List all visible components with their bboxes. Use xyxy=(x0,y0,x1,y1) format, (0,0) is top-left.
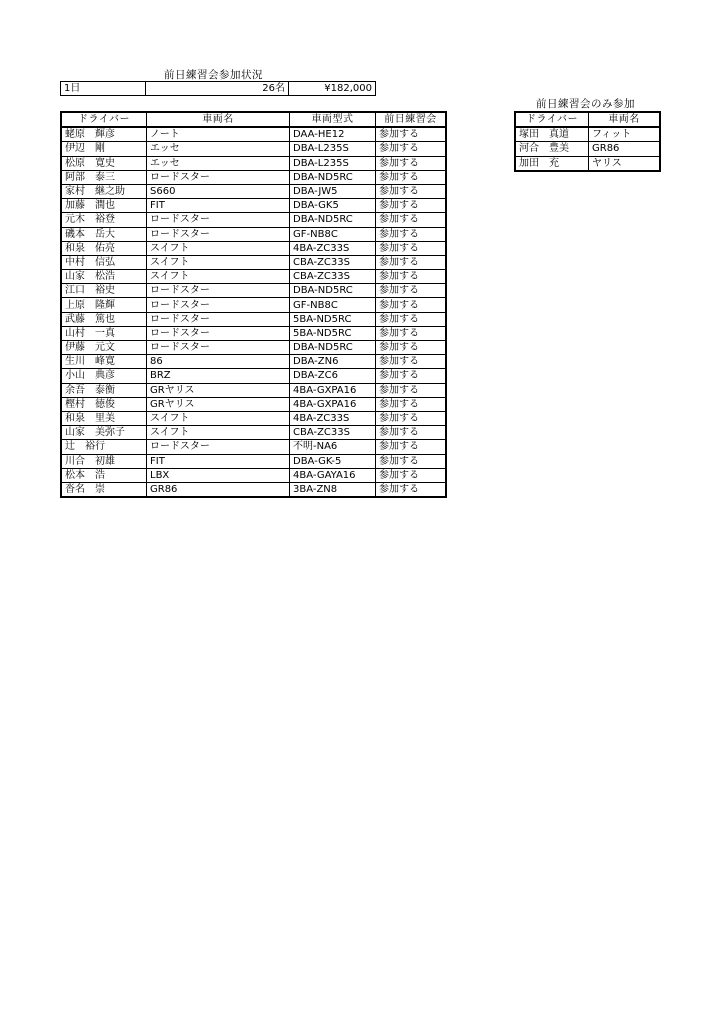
header-driver: ドライバー xyxy=(61,112,147,127)
participants-header-row xyxy=(61,112,446,127)
cell-car-model: CBA-ZC33S xyxy=(290,426,376,440)
cell-car-name: ロードスター xyxy=(147,312,290,326)
cell-car-name: ロードスター xyxy=(147,213,290,227)
cell-driver: 伊辺 剛 xyxy=(61,142,147,156)
side-cell-car-name: ヤリス xyxy=(589,156,661,171)
cell-car-name: ロードスター xyxy=(147,298,290,312)
cell-driver: 辻 裕行 xyxy=(61,440,147,454)
table-row xyxy=(61,369,446,383)
cell-driver: 伊藤 元文 xyxy=(61,341,147,355)
table-row xyxy=(61,213,446,227)
cell-car-name: GRヤリス xyxy=(147,397,290,411)
cell-car-model: DBA-L235S xyxy=(290,156,376,170)
cell-car-model: 不明-NA6 xyxy=(290,440,376,454)
table-row xyxy=(61,312,446,326)
cell-car-name: スイフト xyxy=(147,411,290,425)
cell-car-model: 4BA-ZC33S xyxy=(290,411,376,425)
table-row xyxy=(61,284,446,298)
side-title: 前日練習会のみ参加 xyxy=(536,98,635,110)
cell-practice: 参加する xyxy=(376,284,447,298)
cell-car-model: 5BA-ND5RC xyxy=(290,326,376,340)
cell-car-model: GF-NB8C xyxy=(290,298,376,312)
table-row xyxy=(61,326,446,340)
cell-car-name: GRヤリス xyxy=(147,383,290,397)
cell-practice: 参加する xyxy=(376,468,447,482)
table-row xyxy=(61,241,446,255)
side-cell-car-name: GR86 xyxy=(589,142,661,156)
side-cell-driver: 塚田 真道 xyxy=(515,127,589,142)
cell-car-name: FIT xyxy=(147,454,290,468)
cell-practice: 参加する xyxy=(376,298,447,312)
cell-car-name: FIT xyxy=(147,199,290,213)
side-header-car-name: 車両名 xyxy=(589,112,661,127)
cell-car-name: LBX xyxy=(147,468,290,482)
table-row xyxy=(61,355,446,369)
cell-car-name: GR86 xyxy=(147,482,290,497)
cell-practice: 参加する xyxy=(376,411,447,425)
table-row xyxy=(61,184,446,198)
side-cell-car-name: フィット xyxy=(589,127,661,142)
cell-car-model: 4BA-GXPA16 xyxy=(290,397,376,411)
cell-driver: 沓名 崇 xyxy=(61,482,147,497)
cell-car-name: スイフト xyxy=(147,241,290,255)
side-header-driver: ドライバー xyxy=(515,112,589,127)
table-row xyxy=(61,440,446,454)
table-row xyxy=(61,156,446,170)
cell-car-model: DAA-HE12 xyxy=(290,127,376,142)
header-practice: 前日練習会 xyxy=(376,112,447,127)
cell-driver: 山村 一真 xyxy=(61,326,147,340)
cell-car-model: DBA-ND5RC xyxy=(290,284,376,298)
cell-car-name: ロードスター xyxy=(147,170,290,184)
cell-car-name: スイフト xyxy=(147,426,290,440)
cell-driver: 小山 典彦 xyxy=(61,369,147,383)
table-row xyxy=(61,397,446,411)
cell-practice: 参加する xyxy=(376,156,447,170)
cell-practice: 参加する xyxy=(376,397,447,411)
cell-practice: 参加する xyxy=(376,227,447,241)
cell-driver: 生川 峰寛 xyxy=(61,355,147,369)
practice-only-table xyxy=(514,111,661,172)
cell-practice: 参加する xyxy=(376,312,447,326)
page-title: 前日練習会参加状況 xyxy=(164,69,263,81)
table-row xyxy=(61,270,446,284)
cell-driver: 加藤 潤也 xyxy=(61,199,147,213)
table-row xyxy=(61,426,446,440)
cell-car-name: ロードスター xyxy=(147,440,290,454)
table-row xyxy=(61,482,446,497)
cell-car-name: エッセ xyxy=(147,142,290,156)
cell-car-model: DBA-ZN6 xyxy=(290,355,376,369)
cell-practice: 参加する xyxy=(376,369,447,383)
cell-car-model: 4BA-GAYA16 xyxy=(290,468,376,482)
table-row xyxy=(61,298,446,312)
table-row xyxy=(61,383,446,397)
table-row xyxy=(515,127,660,142)
cell-driver: 元木 裕登 xyxy=(61,213,147,227)
side-cell-driver: 加田 充 xyxy=(515,156,589,171)
practice-only-header-row xyxy=(515,112,660,127)
cell-practice: 参加する xyxy=(376,454,447,468)
cell-practice: 参加する xyxy=(376,170,447,184)
summary-table xyxy=(60,81,376,96)
cell-car-name: エッセ xyxy=(147,156,290,170)
cell-practice: 参加する xyxy=(376,270,447,284)
table-row xyxy=(61,468,446,482)
cell-car-name: ロードスター xyxy=(147,326,290,340)
cell-car-name: スイフト xyxy=(147,270,290,284)
cell-driver: 江口 裕史 xyxy=(61,284,147,298)
cell-car-model: DBA-GK-5 xyxy=(290,454,376,468)
table-row xyxy=(61,227,446,241)
cell-car-name: ノート xyxy=(147,127,290,142)
summary-day: 1日 xyxy=(61,82,146,96)
cell-car-model: DBA-ND5RC xyxy=(290,341,376,355)
cell-practice: 参加する xyxy=(376,184,447,198)
side-cell-driver: 河合 豊美 xyxy=(515,142,589,156)
cell-practice: 参加する xyxy=(376,482,447,497)
cell-driver: 山家 松浩 xyxy=(61,270,147,284)
cell-driver: 和泉 佑亮 xyxy=(61,241,147,255)
participants-table xyxy=(60,111,447,498)
cell-car-name: 86 xyxy=(147,355,290,369)
cell-driver: 磯本 岳大 xyxy=(61,227,147,241)
cell-practice: 参加する xyxy=(376,383,447,397)
cell-practice: 参加する xyxy=(376,213,447,227)
cell-practice: 参加する xyxy=(376,440,447,454)
table-row xyxy=(61,127,446,142)
cell-car-name: ロードスター xyxy=(147,284,290,298)
cell-driver: 阿部 泰三 xyxy=(61,170,147,184)
cell-car-name: S660 xyxy=(147,184,290,198)
cell-driver: 松原 寛史 xyxy=(61,156,147,170)
cell-practice: 参加する xyxy=(376,241,447,255)
cell-practice: 参加する xyxy=(376,355,447,369)
cell-car-model: 4BA-ZC33S xyxy=(290,241,376,255)
cell-car-model: CBA-ZC33S xyxy=(290,255,376,269)
table-row xyxy=(61,454,446,468)
table-row xyxy=(515,156,660,171)
summary-total: ¥182,000 xyxy=(289,82,376,96)
table-row xyxy=(515,142,660,156)
cell-driver: 和泉 里美 xyxy=(61,411,147,425)
cell-practice: 参加する xyxy=(376,142,447,156)
cell-driver: 武藤 篤也 xyxy=(61,312,147,326)
cell-car-name: ロードスター xyxy=(147,227,290,241)
cell-car-model: DBA-L235S xyxy=(290,142,376,156)
cell-driver: 家村 継之助 xyxy=(61,184,147,198)
cell-car-model: DBA-GK5 xyxy=(290,199,376,213)
cell-car-model: CBA-ZC33S xyxy=(290,270,376,284)
header-car-name: 車両名 xyxy=(147,112,290,127)
table-row xyxy=(61,411,446,425)
table-row xyxy=(61,142,446,156)
cell-car-model: DBA-ND5RC xyxy=(290,170,376,184)
cell-driver: 川合 初雄 xyxy=(61,454,147,468)
cell-car-model: 4BA-GXPA16 xyxy=(290,383,376,397)
cell-practice: 参加する xyxy=(376,199,447,213)
cell-driver: 樫村 徳俊 xyxy=(61,397,147,411)
summary-row xyxy=(61,82,376,96)
cell-car-model: 3BA-ZN8 xyxy=(290,482,376,497)
table-row xyxy=(61,170,446,184)
cell-practice: 参加する xyxy=(376,341,447,355)
cell-driver: 蛯原 輝彦 xyxy=(61,127,147,142)
cell-practice: 参加する xyxy=(376,255,447,269)
table-row xyxy=(61,255,446,269)
table-row xyxy=(61,199,446,213)
cell-car-model: GF-NB8C xyxy=(290,227,376,241)
cell-driver: 松本 浩 xyxy=(61,468,147,482)
cell-practice: 参加する xyxy=(376,127,447,142)
cell-car-model: 5BA-ND5RC xyxy=(290,312,376,326)
cell-car-name: BRZ xyxy=(147,369,290,383)
cell-car-name: ロードスター xyxy=(147,341,290,355)
cell-driver: 中村 信弘 xyxy=(61,255,147,269)
cell-practice: 参加する xyxy=(376,426,447,440)
cell-car-name: スイフト xyxy=(147,255,290,269)
cell-driver: 山家 美弥子 xyxy=(61,426,147,440)
cell-car-model: DBA-JW5 xyxy=(290,184,376,198)
cell-car-model: DBA-ND5RC xyxy=(290,213,376,227)
table-row xyxy=(61,341,446,355)
cell-driver: 上原 隆輝 xyxy=(61,298,147,312)
cell-driver: 余吾 泰衡 xyxy=(61,383,147,397)
cell-practice: 参加する xyxy=(376,326,447,340)
participants-body xyxy=(61,127,446,497)
practice-only-body xyxy=(515,127,660,171)
summary-count: 26名 xyxy=(146,82,289,96)
cell-car-model: DBA-ZC6 xyxy=(290,369,376,383)
header-car-model: 車両型式 xyxy=(290,112,376,127)
